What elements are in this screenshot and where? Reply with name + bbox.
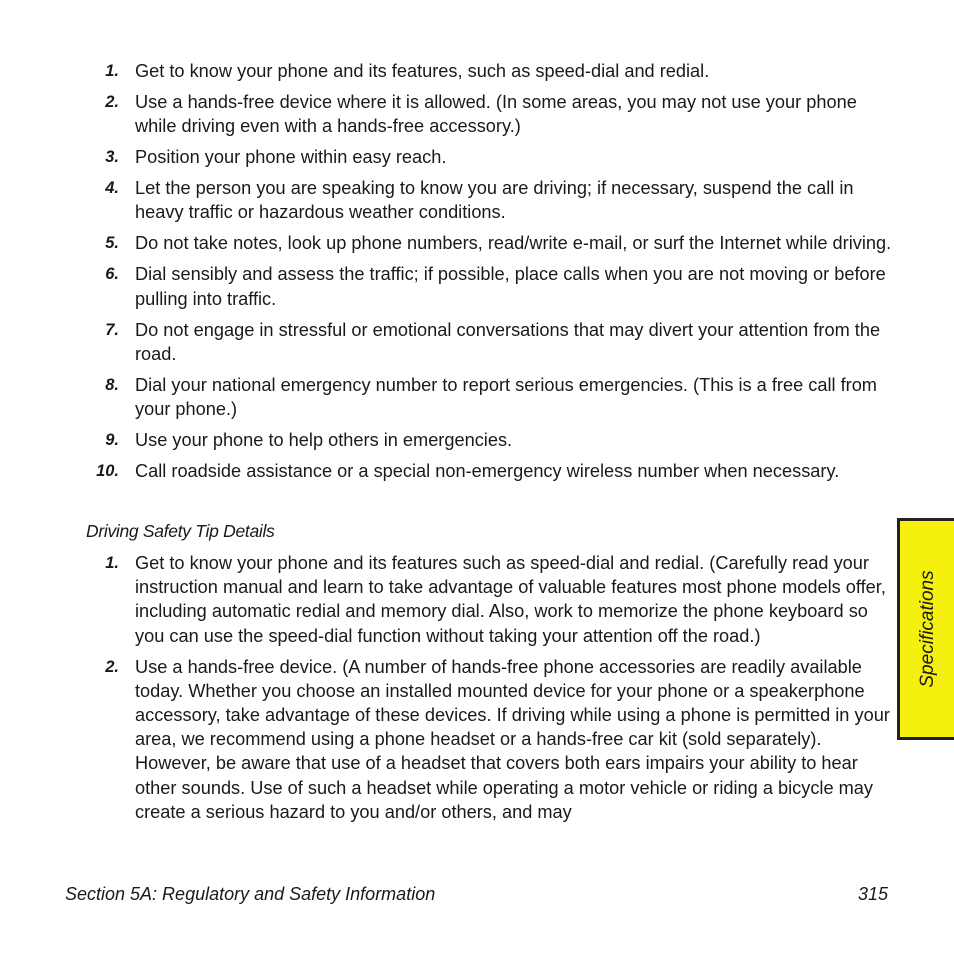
footer-section-title: Section 5A: Regulatory and Safety Information — [65, 884, 436, 904]
list-item — [0, 90, 954, 138]
list-item-number: 5. — [105, 234, 119, 253]
list-item-number: 2. — [105, 657, 119, 676]
list-item-text: Get to know your phone and its features, such as speed-dial and redial. — [135, 61, 710, 81]
side-tab-label: Specifications — [916, 570, 938, 688]
list-item-number: 8. — [105, 375, 119, 394]
list-item-number: 2. — [105, 93, 119, 111]
list-item — [0, 231, 954, 255]
list-item-text: Get to know your phone and its features such as speed-dial and redial. (Carefully read your instruction manual and learn to take advantage of valuable features most phone models offer, including automatic redial and memory dial. Also, work to memorize the phone keyboard so you can use the speed-dial function without taking your attention off the road.) — [135, 553, 886, 646]
list-item — [0, 459, 954, 483]
list-item-text: Dial sensibly and assess the traffic; if possible, place calls when you are not moving or before pulling into traffic. — [135, 264, 886, 309]
list-item — [0, 59, 954, 83]
list-item — [0, 655, 954, 824]
list-item-text: Do not engage in stressful or emotional conversations that may divert your attention from the road. — [135, 319, 881, 364]
list-item-number: 9. — [105, 431, 119, 450]
list-item-text: Position your phone within easy reach. — [135, 147, 447, 168]
list-item — [0, 262, 954, 310]
list-item-number: 7. — [105, 320, 119, 339]
list-item-number: 1. — [105, 62, 119, 80]
subheading: Driving Safety Tip Details — [86, 521, 275, 541]
list-item-text: Dial your national emergency number to report serious emergencies. (This is a free call from your phone.) — [135, 374, 877, 420]
list-item-text: Call roadside assistance or a special non-emergency wireless number when necessary. — [135, 461, 840, 482]
list-item-text: Use your phone to help others in emergencies. — [135, 430, 513, 451]
footer-page-number: 315 — [857, 884, 888, 904]
list-item-number: 3. — [105, 148, 119, 167]
list-item — [0, 373, 954, 421]
list-item-text: Use a hands-free device where it is allowed. (In some areas, you may not use your phone while driving even with a hands-free accessory.) — [135, 92, 857, 137]
list-item-number: 4. — [105, 179, 119, 198]
side-tab[interactable] — [897, 518, 954, 740]
list-item-number: 10. — [96, 462, 119, 481]
list-item-text: Let the person you are speaking to know you are driving; if necessary, suspend the call in heavy traffic or hazardous weather conditions. — [135, 178, 854, 223]
driving-tip-details-list — [0, 551, 954, 831]
driving-tips-list — [0, 59, 954, 490]
list-item — [0, 318, 954, 366]
list-item-text: Use a hands-free device. (A number of hands-free phone accessories are readily available today. Whether you choose an installed mounted device for your phone or a speakerphone accessory, take advantage of these devices. If driving while using a phone is permitted in your area, we recommend using a phone headset or a hands-free car kit (sold separately). However, be aware that use of a headset that covers both ears impairs your ability to hear other sounds. Use of such a headset while operating a motor vehicle or riding a bicycle may create a serious hazard to you and/or others, and may — [135, 656, 890, 822]
list-item-text: Do not take notes, look up phone numbers, read/write e-mail, or surf the Internet while driving. — [135, 233, 892, 254]
list-item-number: 6. — [105, 265, 119, 284]
list-item — [0, 428, 954, 452]
list-item — [0, 176, 954, 224]
list-item — [0, 145, 954, 169]
list-item — [0, 551, 954, 648]
list-item-number: 1. — [105, 554, 119, 572]
